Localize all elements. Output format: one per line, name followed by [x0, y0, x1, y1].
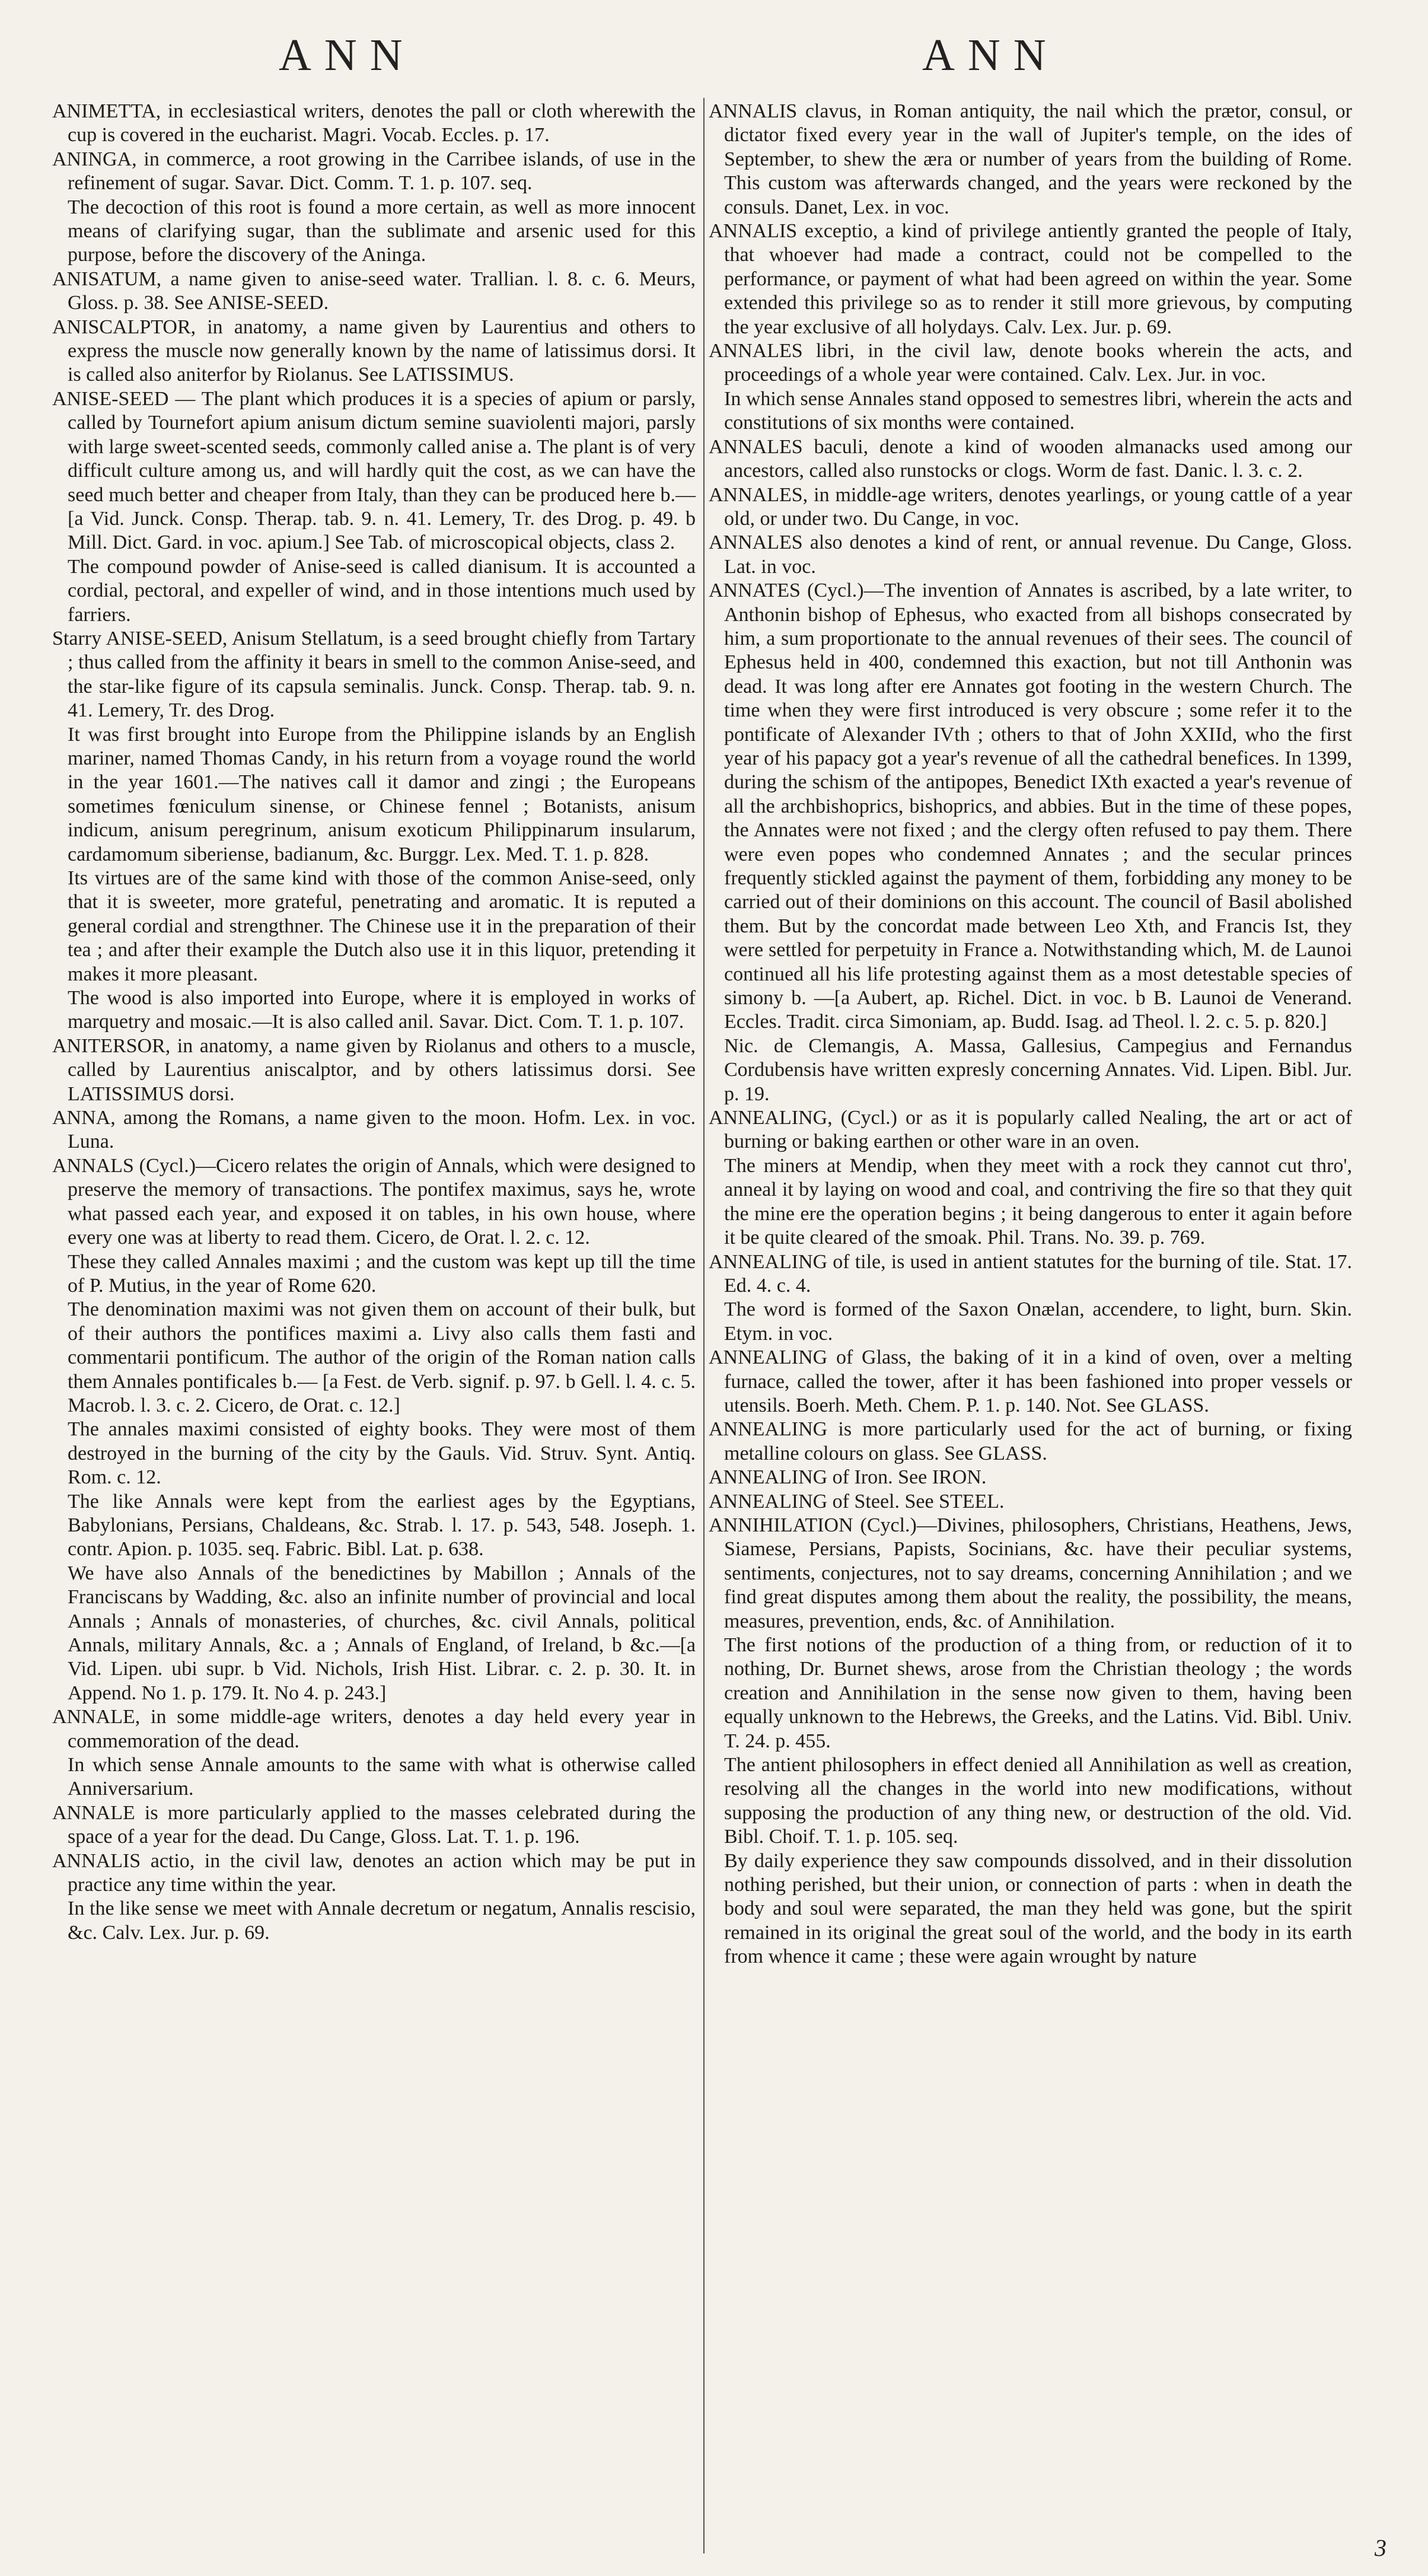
entry-annealing-glass: ANNEALING of Glass, the baking of it in a kind of oven, over a melting furnace, called the tower, after it has been fashioned into proper vessels or utensils. Boerh. Meth. Chem. P. 1. p. 140. Not. See GLASS.	[709, 1346, 1352, 1416]
left-column	[52, 100, 696, 1945]
entry-annates: ANNATES (Cycl.)—The invention of Annates is ascribed, by a late writer, to Anthonin bishop of Ephesus, who exacted from all bishops consecrated by him, a sum proportionate to the annual revenues of their sees. The council of Ephesus held in 400, condemned this exaction, but not till Anthonin was dead. It was long after ere Annates got footing in the western Church. The time when they were first introduced is very obscure ; some refer it to the pontificate of Alexander IVth ; others to that of John XXIId, who the first year of his papacy got a year's revenue of all the cathedral benefices. In 1399, during the schism of the antipopes, Benedict IXth exacted a year's revenue of all the archbishoprics, bishoprics, and abbies. But in the time of these popes, the Annates were not fixed ; and the clergy often refused to pay them. There were even popes who condemned Annates ; and the secular princes frequently stickled against the payment of them, forbidding any money to be carried out of their dominions on this account. The council of Basil abolished them. But by the concordat made between Leo Xth, and Francis Ist, they were settled for perpetuity in France a. Notwithstanding which, M. de Launoi continued all his life protesting against them as a most detestable species of simony b. —[a Aubert, ap. Richel. Dict. in voc. b B. Launoi de Venerand. Eccles. Tradit. circa Simoniam, ap. Budd. Isag. ad Theol. l. 2. c. 5. p. 820.]	[709, 579, 1352, 1033]
paragraph: Nic. de Clemangis, A. Massa, Gallesius, Campegius and Fernandus Cordubensis have written expresly concerning Annates. Vid. Lipen. Bibl. Jur. p. 19.	[724, 1034, 1352, 1105]
page-number: 3	[1375, 2534, 1386, 2561]
entry-annals: ANNALS (Cycl.)—Cicero relates the origin of Annals, which were designed to preserve the memory of transactions. The pontifex maximus, says he, wrote what passed each year, and exposed it on tables, in his own house, where every one was at liberty to read them. Cicero, de Orat. l. 2. c. 12.	[52, 1154, 696, 1249]
entry-anitersor: ANITERSOR, in anatomy, a name given by Riolanus and others to a muscle, called by Laurentius aniscalptor, and by others latissimus dorsi. See LATISSIMUS dorsi.	[52, 1034, 696, 1105]
paragraph: The first notions of the production of a thing from, or reduction of it to nothing, Dr. Burnet shews, arose from the Christian theology ; the words creation and Annihilation in the sense now given to them, having been equally unknown to the Hebrews, the Greeks, and the Latins. Vid. Bibl. Univ. T. 24. p. 455.	[724, 1634, 1352, 1752]
entry-animetta: ANIMETTA, in ecclesiastical writers, denotes the pall or cloth wherewith the cup is covered in the eucharist. Magri. Vocab. Eccles. p. 17.	[52, 100, 696, 147]
entry-annihilation: ANNIHILATION (Cycl.)—Divines, philosophers, Christians, Heathens, Jews, Siamese, Persians, Papists, Socinians, &c. have their peculiar systems, sentiments, conjectures, not to say dreams, concerning Annihilation ; and we find great disputes among them about the reality, the possibility, the means, measures, prevention, ends, &c. of Annihilation.	[709, 1514, 1352, 1632]
running-head-right: ANN	[922, 30, 1059, 80]
entry-aninga: ANINGA, in commerce, a root growing in the Carribee islands, of use in the refinement of sugar. Savar. Dict. Comm. T. 1. p. 107. seq.	[52, 148, 696, 195]
entry-annales-yearlings: ANNALES, in middle-age writers, denotes yearlings, or young cattle of a year old, or under two. Du Cange, in voc.	[709, 483, 1352, 530]
paragraph: In the like sense we meet with Annale decretum or negatum, Annalis rescisio, &c. Calv. Lex. Jur. p. 69.	[68, 1897, 696, 1944]
entry-annale-masses: ANNALE is more particularly applied to the masses celebrated during the space of a year for the dead. Du Cange, Gloss. Lat. T. 1. p. 196.	[52, 1801, 696, 1848]
entry-aniscalptor: ANISCALPTOR, in anatomy, a name given by Laurentius and others to express the muscle now generally known by the name of latissimus dorsi. It is called also aniterfor by Riolanus. See LATISSIMUS.	[52, 316, 696, 386]
entry-anisatum: ANISATUM, a name given to anise-seed water. Trallian. l. 8. c. 6. Meurs, Gloss. p. 38. See ANISE-SEED.	[52, 268, 696, 314]
entry-annalis-clavus: ANNALIS clavus, in Roman antiquity, the nail which the prætor, consul, or dictator fixed every year in the wall of Jupiter's temple, on the ides of September, to shew the æra or number of years from the building of Rome. This custom was afterwards changed, and the years were reckoned by the consuls. Danet, Lex. in voc.	[709, 100, 1352, 218]
entry-starry-anise-seed: Starry ANISE-SEED, Anisum Stellatum, is a seed brought chiefly from Tartary ; thus called from the affinity it bears in smell to the common Anise-seed, and the star-like figure of its capsula seminalis. Junck. Consp. Therap. tab. 9. n. 41. Lemery, Tr. des Drog.	[52, 627, 696, 722]
paragraph: These they called Annales maximi ; and the custom was kept up till the time of P. Mutius, in the year of Rome 620.	[68, 1250, 696, 1297]
paragraph: In which sense Annale amounts to the same with what is otherwise called Anniversarium.	[68, 1754, 696, 1800]
entry-annales-baculi: ANNALES baculi, denote a kind of wooden almanacks used among our ancestors, called also runstocks or clogs. Worm de fast. Danic. l. 3. c. 2.	[709, 435, 1352, 482]
paragraph: By daily experience they saw compounds dissolved, and in their dissolution nothing perished, but their union, or connection of parts : when in death the body and soul were separated, the man they held was gone, but the spirit remained in its original the great soul of the world, and the body in its earth from whence it came ; these were again wrought by nature	[724, 1849, 1352, 1968]
paragraph: The word is formed of the Saxon Onælan, accendere, to light, burn. Skin. Etym. in voc.	[724, 1298, 1352, 1345]
paragraph: The annales maximi consisted of eighty books. They were most of them destroyed in the burning of the city by the Gauls. Vid. Struv. Synt. Antiq. Rom. c. 12.	[68, 1418, 696, 1489]
entry-annalis-actio: ANNALIS actio, in the civil law, denotes an action which may be put in practice any time within the year.	[52, 1849, 696, 1896]
entry-annales-libri: ANNALES libri, in the civil law, denote books wherein the acts, and proceedings of a whole year were contained. Calv. Lex. Jur. in voc.	[709, 340, 1352, 386]
entry-annealing: ANNEALING, (Cycl.) or as it is popularly called Nealing, the art or act of burning or baking earthen or other ware in an oven.	[709, 1107, 1352, 1153]
entry-annale: ANNALE, in some middle-age writers, denotes a day held every year in commemoration of the dead.	[52, 1706, 696, 1752]
entry-anise-seed: ANISE-SEED — The plant which produces it is a species of apium or parsly, called by Tournefort apium anisum dictum semine suaviolenti majori, parsly with large sweet-scented seeds, commonly called anise a. The plant is of very difficult culture among us, and will hardly quit the cost, as we can have the seed much better and cheaper from Italy, than they can be produced here b.— [a Vid. Junck. Consp. Therap. tab. 9. n. 41. Lemery, Tr. des Drog. p. 49. b Mill. Dict. Gard. in voc. apium.] See Tab. of microscopical objects, class 2.	[52, 387, 696, 554]
entry-annealing-steel: ANNEALING of Steel. See STEEL.	[709, 1490, 1005, 1513]
right-column	[709, 100, 1352, 1969]
paragraph: We have also Annals of the benedictines by Mabillon ; Annals of the Franciscans by Wadding, &c. also an infinite number of provincial and local Annals ; Annals of monasteries, of churches, &c. civil Annals, political Annals, military Annals, &c. a ; Annals of England, of Ireland, b &c.—[a Vid. Lipen. ubi supr. b Vid. Nichols, Irish Hist. Librar. c. 2. p. 30. It. in Append. No 1. p. 179. It. No 4. p. 243.]	[68, 1562, 696, 1704]
paragraph: In which sense Annales stand opposed to semestres libri, wherein the acts and constitutions of six months were contained.	[724, 387, 1352, 434]
paragraph: The denomination maximi was not given them on account of their bulk, but of their authors the pontifices maximi a. Livy also calls them fasti and commentarii pontificum. The author of the origin of the Roman nation calls them Annales pontificales b.— [a Fest. de Verb. signif. p. 97. b Gell. l. 4. c. 5. Macrob. l. 3. c. 2. Cicero, de Orat. c. 12.]	[68, 1298, 696, 1416]
entry-annealing-iron: ANNEALING of Iron. See IRON.	[709, 1466, 987, 1489]
entry-anna: ANNA, among the Romans, a name given to the moon. Hofm. Lex. in voc. Luna.	[52, 1107, 696, 1153]
entry-annales-rent: ANNALES also denotes a kind of rent, or annual revenue. Du Cange, Gloss. Lat. in voc.	[709, 531, 1352, 578]
paragraph: The decoction of this root is found a more certain, as well as more innocent means of clarifying sugar, than the sublimate and arsenic used for this purpose, before the discovery of the Aninga.	[68, 196, 696, 266]
entry-annealing-colours: ANNEALING is more particularly used for the act of burning, or fixing metalline colours on glass. See GLASS.	[709, 1418, 1352, 1464]
paragraph: The antient philosophers in effect denied all Annihilation as well as creation, resolving all the changes in the world into new modifications, without supposing the production of any thing new, or destruction of the old. Vid. Bibl. Choif. T. 1. p. 105. seq.	[724, 1754, 1352, 1848]
paragraph: The miners at Mendip, when they meet with a rock they cannot cut thro', anneal it by laying on wood and coal, and contriving the fire so that they quit the mine ere the operation begins ; it being dangerous to enter it again before it be quite cleared of the smoak. Phil. Trans. No. 39. p. 769.	[724, 1154, 1352, 1249]
paragraph: Its virtues are of the same kind with those of the common Anise-seed, only that it is sweeter, more grateful, penetrating and aromatic. It is reputed a general cordial and strengthner. The Chinese use it in the preparation of their tea ; and after their example the Dutch also use it in this liquor, pretending it makes it more pleasant.	[68, 867, 696, 985]
paragraph: The wood is also imported into Europe, where it is employed in works of marquetry and mosaic.—It is also called anil. Savar. Dict. Com. T. 1. p. 107.	[68, 987, 696, 1033]
column-divider	[703, 98, 705, 2553]
paragraph: It was first brought into Europe from the Philippine islands by an English mariner, named Thomas Candy, in his return from a voyage round the world in the year 1601.—The natives call it damor and zingi ; the Europeans sometimes fœniculum sinense, or Chinese fennel ; Botanists, anisum indicum, anisum peregrinum, anisum exoticum Philippinarum insularum, cardamomum siberiense, badianum, &c. Burggr. Lex. Med. T. 1. p. 828.	[68, 723, 696, 865]
entry-annealing-tile: ANNEALING of tile, is used in antient statutes for the burning of tile. Stat. 17. Ed. 4. c. 4.	[709, 1250, 1352, 1297]
entry-annalis-exceptio: ANNALIS exceptio, a kind of privilege antiently granted the people of Italy, that whoever had made a contract, could not be compelled to the performance, or payment of what had been agreed on within the year. Some extended this privilege so as to render it still more grievous, by computing the year exclusive of all holydays. Calv. Lex. Jur. p. 69.	[709, 220, 1352, 338]
paragraph: The compound powder of Anise-seed is called dianisum. It is accounted a cordial, pectoral, and expeller of wind, and in those intentions much used by farriers.	[68, 555, 696, 626]
running-head-left: ANN	[279, 30, 416, 80]
paragraph: The like Annals were kept from the earliest ages by the Egyptians, Babylonians, Persians, Chaldeans, &c. Strab. l. 17. p. 543, 548. Joseph. 1. contr. Apion. p. 1035. seq. Fabric. Bibl. Lat. p. 638.	[68, 1490, 696, 1561]
